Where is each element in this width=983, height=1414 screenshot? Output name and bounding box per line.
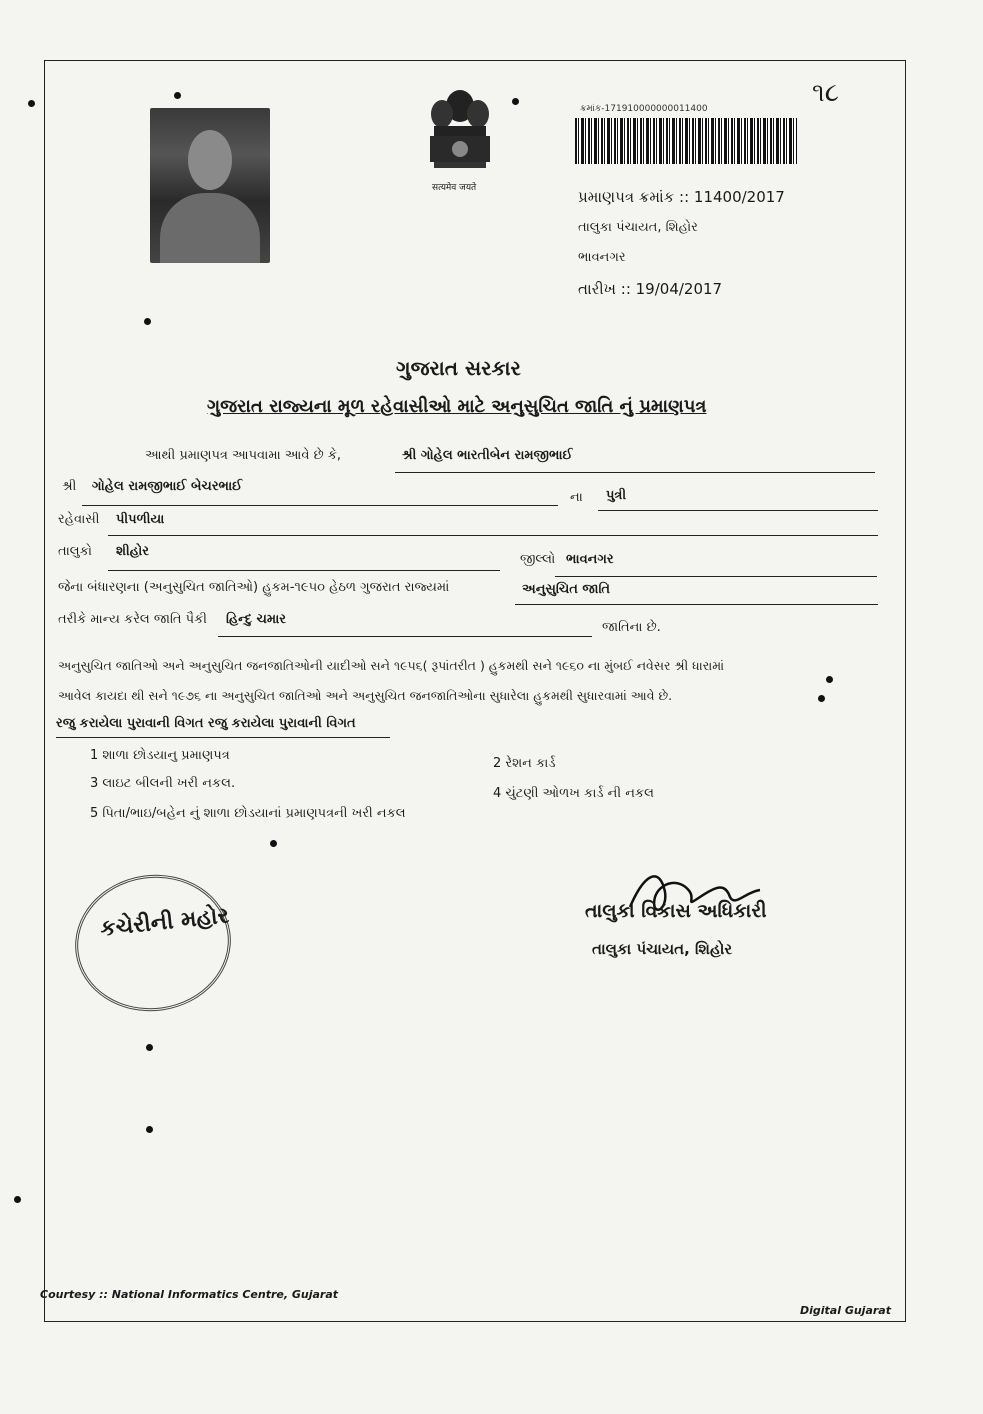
district-label: જીલ્લો bbox=[520, 552, 556, 567]
barcode bbox=[575, 118, 797, 164]
order-value: અનુસુચિત જાતિ bbox=[522, 582, 611, 597]
legal-paragraph-line-1: અનુસુચિત જાતિઓ અને અનુસુચિત જનજાતિઓની યાદીઓ સને ૧૯૫૬( રૂપાંતરીત ) હુકમથી સને ૧૯૬૦ ના મુંબઈ નવેસર શ્રી ધારામાં bbox=[58, 658, 725, 673]
legal-paragraph-line-2: આવેલ કાયદા થી સને ૧૯૭૬ ના અનુસુચિત જાતિઓ અને અનુસુચિત જનજાતિઓના સુધારેલા હુકમથી સુધારવામાં આવે છે. bbox=[58, 688, 673, 703]
evidence-item-5: 5 પિતા/ભાઇ/બહેન નું શાળા છોડયાનાં પ્રમાણપત્રની ખરી નકલ bbox=[90, 806, 406, 821]
evidence-item-2: 2 રેશન કાર્ડ bbox=[493, 756, 556, 771]
signatory-office: તાલુકા પંચાયત, શિહોર bbox=[592, 940, 733, 958]
intro-label: આથી પ્રમાણપત્ર આપવામા આવે છે કે, bbox=[145, 448, 342, 463]
caste-suffix: જાતિના છે. bbox=[602, 620, 661, 635]
applicant-name: શ્રી ગોહેલ ભારતીબેન રામજીભાઈ bbox=[402, 448, 573, 463]
order-text: જેના બંધારણના (અનુસુચિત જાતિઓ) હુકમ-૧૯૫૦ હેઠળ ગુજરાત રાજ્યમાં bbox=[58, 580, 450, 595]
taluka-label: તાલુકો bbox=[58, 544, 93, 559]
certificate-title: ગુજરાત રાજ્યના મૂળ રહેવાસીઓ માટે અનુસુચિત જાતિ નું પ્રમાણપત્ર bbox=[207, 396, 707, 417]
evidence-item-4: 4 ચુંટણી ઓળખ કાર્ડ ની નકલ bbox=[493, 786, 654, 801]
issuing-district: ભાવનગર bbox=[578, 250, 626, 265]
evidence-item-3: 3 લાઇટ બીલની ખરી નકલ. bbox=[90, 776, 236, 791]
district-value: ભાવનગર bbox=[566, 552, 614, 567]
issuing-office: તાલુકા પંચાયત, શિહોર bbox=[578, 220, 698, 235]
shri-label: શ્રી bbox=[62, 479, 77, 494]
caste-label: તરીકે માન્ય કરેલ જાતિ પૈકી bbox=[58, 612, 207, 627]
evidence-heading: રજુ કરાયેલા પુરાવાની વિગત રજુ કરાયેલા પુરાવાની વિગત bbox=[56, 716, 356, 731]
office-seal-text: કચેરીની મહોર bbox=[99, 903, 231, 942]
signatory-title: તાલુકા વિકાસ અધિકારી bbox=[585, 900, 767, 922]
taluka-value: શીહોર bbox=[116, 544, 149, 559]
evidence-item-1: 1 શાળા છોડયાનુ પ્રમાણપત્ર bbox=[90, 748, 230, 763]
footer-digital-gujarat: Digital Gujarat bbox=[800, 1304, 891, 1317]
national-emblem-icon bbox=[420, 84, 500, 194]
resident-label: રહેવાસી bbox=[58, 512, 100, 527]
issue-date: તારીખ :: 19/04/2017 bbox=[578, 280, 723, 298]
applicant-photo bbox=[150, 108, 270, 263]
emblem-caption: सत्यमेव जयते bbox=[432, 183, 477, 193]
handwritten-number: ૧૮ bbox=[812, 78, 840, 108]
father-name: ગોહેલ રામજીભાઈ બેચરભાઈ bbox=[92, 479, 243, 494]
resident-value: પીપળીયા bbox=[116, 512, 165, 527]
caste-value: હિન્દુ ચમાર bbox=[226, 612, 286, 627]
barcode-text: ક્રમાંક-171910000000011400 bbox=[580, 104, 708, 114]
relation-suffix: ના bbox=[570, 490, 583, 505]
government-title: ગુજરાત સરકાર bbox=[396, 356, 521, 380]
certificate-number: પ્રમાણપત્ર ક્રમાંક :: 11400/2017 bbox=[578, 188, 785, 206]
footer-courtesy: Courtesy :: National Informatics Centre, Gujarat bbox=[40, 1288, 339, 1301]
relation-value: પુત્રી bbox=[606, 488, 627, 503]
